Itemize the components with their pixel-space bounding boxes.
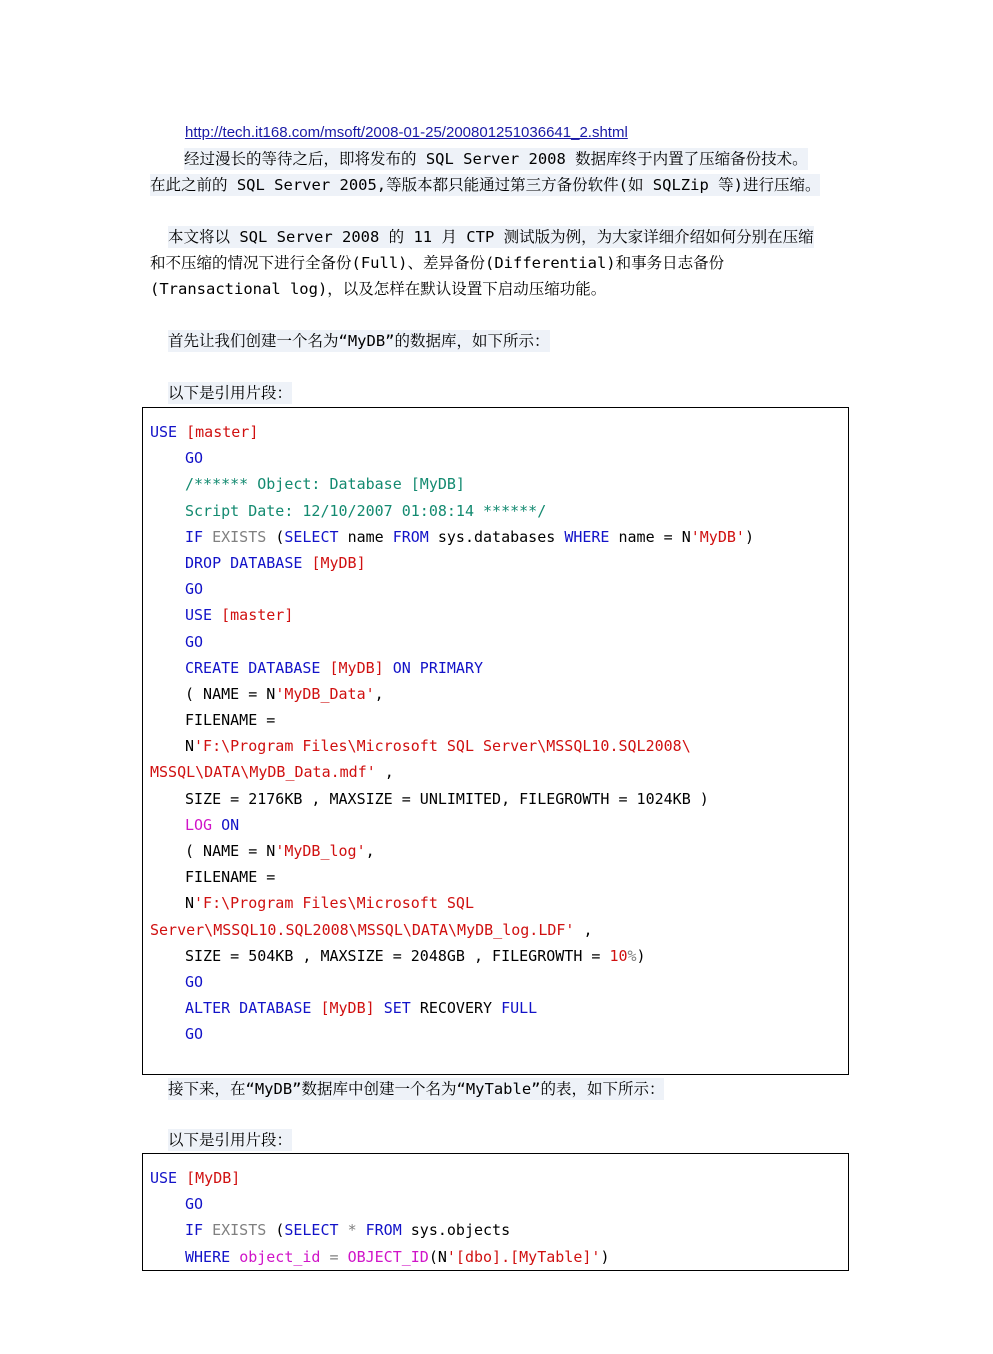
code-line xyxy=(150,1217,848,1243)
code-line xyxy=(150,812,848,838)
code-token: /****** Object: Database [MyDB] xyxy=(185,475,465,494)
code-token: MSSQL\DATA\MyDB_Data.mdf' xyxy=(150,763,376,782)
code-token: EXISTS xyxy=(212,527,276,546)
code-block-create-table xyxy=(142,1153,849,1271)
code-token: object_id xyxy=(239,1247,330,1266)
code-token: ) xyxy=(636,946,646,965)
code-token: EXISTS xyxy=(212,1221,276,1240)
code-token: WHERE xyxy=(185,1247,240,1266)
code-line xyxy=(150,602,848,628)
code-token: * xyxy=(347,1221,366,1240)
code-token: ( xyxy=(275,1221,285,1240)
code-token: CREATE DATABASE xyxy=(185,658,330,677)
code-token: name xyxy=(347,527,393,546)
code-token: SET xyxy=(383,999,420,1018)
code-token: USE xyxy=(185,606,222,625)
code-line xyxy=(150,419,848,445)
description-paragraph xyxy=(150,224,850,302)
code-block-create-database xyxy=(142,407,849,1075)
code-token: 'MyDB' xyxy=(690,527,745,546)
code-line xyxy=(150,890,848,916)
code-line xyxy=(150,864,848,890)
code-token: (N xyxy=(428,1247,447,1266)
code-line xyxy=(150,498,848,524)
code-token: SELECT xyxy=(284,527,348,546)
code-line xyxy=(150,707,848,733)
description-line-1: 本文将以 SQL Server 2008 的 11 月 CTP 测试版为例，为大家详细介绍如何分别在压缩 xyxy=(168,228,814,246)
create-db-text: 首先让我们创建一个名为“MyDB”的数据库，如下所示： xyxy=(168,332,550,350)
code-token: , xyxy=(374,684,384,703)
code-token: [MyDB] xyxy=(311,553,366,572)
code-token: , xyxy=(365,842,375,860)
code-token: [MyDB] xyxy=(186,1169,241,1187)
code-token: sys.objects xyxy=(410,1221,511,1240)
description-line-2: 和不压缩的情况下进行全备份(Full)、差异备份(Differential)和事务日志备份 xyxy=(150,254,725,272)
code-token: 10 xyxy=(609,946,628,965)
create-table-paragraph xyxy=(150,1076,850,1102)
code-token: 'F:\Program Files\Microsoft SQL xyxy=(194,894,474,913)
code-line xyxy=(150,969,848,995)
intro-paragraph xyxy=(150,146,850,198)
code-token: ( NAME = N xyxy=(185,842,276,860)
code-token: GO xyxy=(185,632,204,651)
code-line xyxy=(150,733,848,759)
code-line xyxy=(150,576,848,602)
code-line xyxy=(150,524,848,550)
code-token: name = N xyxy=(618,527,691,546)
code-token: DROP DATABASE xyxy=(185,553,312,572)
code-token: GO xyxy=(185,1025,204,1044)
code-token: GO xyxy=(185,1195,204,1214)
code-token: % xyxy=(627,946,637,965)
code-token: SELECT xyxy=(284,1221,348,1240)
code-line xyxy=(150,995,848,1021)
code-token: FILENAME = xyxy=(185,868,276,887)
create-db-paragraph xyxy=(150,328,850,354)
code-token: ) xyxy=(600,1247,610,1266)
code-line xyxy=(150,943,848,969)
code-token: FULL xyxy=(501,999,538,1018)
code-token: ALTER DATABASE xyxy=(185,999,321,1018)
code-line xyxy=(150,550,848,576)
code-token: sys.databases xyxy=(437,527,565,546)
code-token: USE xyxy=(150,1169,187,1187)
code-line xyxy=(150,655,848,681)
code-token: , xyxy=(574,920,593,939)
code-token: LOG xyxy=(185,815,222,834)
code-token: FILENAME = xyxy=(185,711,276,730)
code-token: 'F:\Program Files\Microsoft SQL Server\MSSQL10.SQL2008\ xyxy=(194,737,691,756)
code-token: 'MyDB_log' xyxy=(275,842,366,860)
code-line xyxy=(150,681,848,707)
code-token: FROM xyxy=(365,1221,411,1240)
code-token: , xyxy=(375,763,394,782)
code-token: ( xyxy=(275,527,285,546)
code-token: SIZE = 504KB , MAXSIZE = 2048GB , FILEGROWTH = xyxy=(185,946,610,965)
code-token: Server\MSSQL10.SQL2008\MSSQL\DATA\MyDB_log.LDF' xyxy=(150,920,575,939)
code-token: ON xyxy=(221,815,240,834)
code-line xyxy=(150,1244,848,1270)
intro-line-1: 经过漫长的等待之后，即将发布的 SQL Server 2008 数据库终于内置了压缩备份技术。 xyxy=(184,150,808,168)
code-line xyxy=(150,1191,848,1217)
description-line-3: (Transactional log)，以及怎样在默认设置下启动压缩功能。 xyxy=(150,280,607,298)
code-token: RECOVERY xyxy=(419,999,502,1018)
code-token: '[dbo].[MyTable]' xyxy=(446,1247,601,1266)
code-token: = xyxy=(329,1247,348,1266)
code-line xyxy=(150,838,848,864)
code-line xyxy=(150,445,848,471)
code-token: WHERE xyxy=(564,527,619,546)
code-line xyxy=(150,471,848,497)
code-line xyxy=(150,917,848,943)
code-token: USE xyxy=(150,423,187,441)
code-token: IF xyxy=(185,527,213,546)
code-token: 'MyDB_Data' xyxy=(275,684,375,703)
code-line xyxy=(150,1165,848,1191)
quote-label-2-text: 以下是引用片段： xyxy=(168,1131,293,1149)
code-token: Script Date: 12/10/2007 01:08:14 ******/ xyxy=(185,501,547,520)
code-line xyxy=(150,786,848,812)
quote-label-1-text: 以下是引用片段： xyxy=(168,384,293,402)
code-token: [MyDB] xyxy=(329,658,393,677)
code-line xyxy=(150,629,848,655)
code-token: [MyDB] xyxy=(320,999,384,1018)
source-url-link[interactable]: http://tech.it168.com/msoft/2008-01-25/200801251036641_2.shtml xyxy=(185,124,628,141)
code-token: N xyxy=(185,737,195,756)
code-token: GO xyxy=(185,972,204,991)
quote-label-2 xyxy=(150,1127,850,1153)
code-token: SIZE = 2176KB , MAXSIZE = UNLIMITED, FILEGROWTH = 1024KB ) xyxy=(185,789,709,808)
code-token: N xyxy=(185,894,195,913)
code-token: OBJECT_ID xyxy=(347,1247,429,1266)
code-token: [master] xyxy=(186,423,259,441)
code-token: IF xyxy=(185,1221,213,1240)
code-line xyxy=(150,759,848,785)
code-token: ( NAME = N xyxy=(185,684,276,703)
code-token: [master] xyxy=(221,606,294,625)
code-token: GO xyxy=(185,580,204,599)
code-token: ON PRIMARY xyxy=(392,658,484,677)
intro-line-2: 在此之前的 SQL Server 2005,等版本都只能通过第三方备份软件(如 SQLZip 等)进行压缩。 xyxy=(150,176,821,194)
code-token: ) xyxy=(744,527,754,546)
create-table-text: 接下来，在“MyDB”数据库中创建一个名为“MyTable”的表，如下所示： xyxy=(168,1080,665,1098)
code-token: GO xyxy=(185,449,204,468)
quote-label-1 xyxy=(150,380,850,406)
code-token: FROM xyxy=(392,527,438,546)
code-line xyxy=(150,1021,848,1047)
